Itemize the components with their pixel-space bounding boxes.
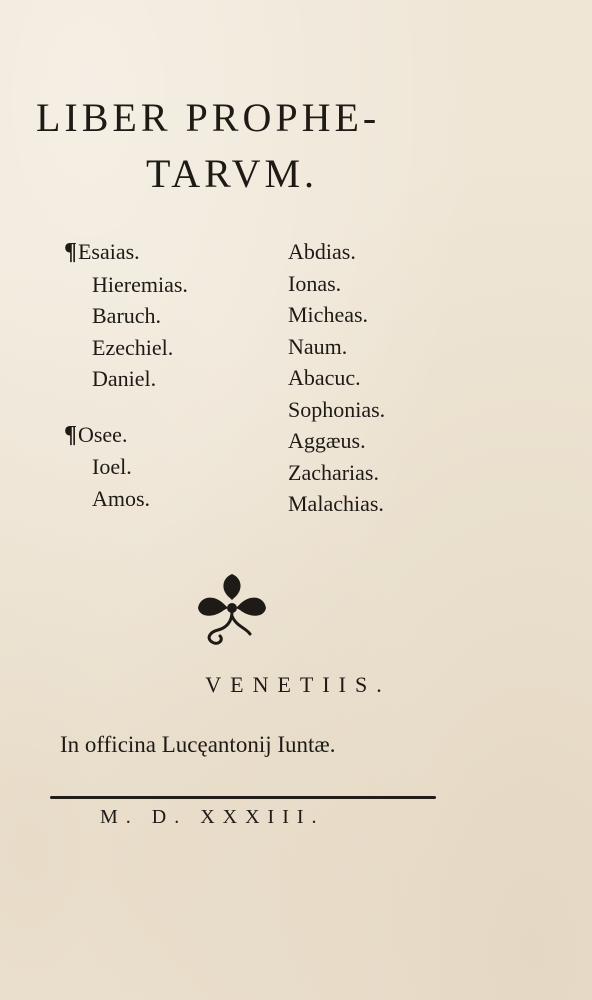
imprint-printer: In officina Lucęantonij Iuntæ. [60, 732, 336, 757]
list-item: Abacuc. [288, 365, 361, 390]
fleuron-icon [190, 568, 274, 652]
list-item [64, 419, 188, 452]
list-item: Malachias. [288, 491, 384, 516]
prophets-left-column [64, 236, 188, 514]
group-spacer [64, 395, 188, 419]
pilcrow-icon: ¶ [64, 239, 77, 265]
list-item: Baruch. [92, 303, 162, 328]
list-item: Ioel. [92, 454, 132, 479]
list-item: Daniel. [92, 366, 157, 391]
list-item: Hieremias. [92, 271, 188, 297]
list-item: Naum. [288, 333, 348, 359]
list-item: Zacharias. [288, 459, 379, 485]
prophet-name: Esaias. [77, 239, 140, 264]
list-item: Ezechiel. [92, 334, 174, 360]
book-title [36, 90, 576, 202]
list-item: Ionas. [288, 270, 342, 296]
list-item: Abdias. [288, 239, 356, 264]
prophet-name: Osee. [77, 421, 128, 447]
imprint-city: VENETIIS. [205, 672, 391, 697]
list-item [64, 236, 188, 269]
title-line-1: LIBER PROPHE- [36, 95, 381, 140]
list-item: Micheas. [288, 302, 369, 327]
prophets-right-column [288, 236, 385, 520]
list-item: Sophonias. [288, 396, 386, 422]
list-item: Aggæus. [288, 428, 366, 453]
divider-rule [50, 796, 436, 799]
pilcrow-icon: ¶ [64, 421, 77, 448]
imprint-date: M. D. XXXIII. [100, 806, 325, 828]
list-item: Amos. [92, 485, 151, 511]
title-line-2: TARVM. [146, 151, 319, 196]
